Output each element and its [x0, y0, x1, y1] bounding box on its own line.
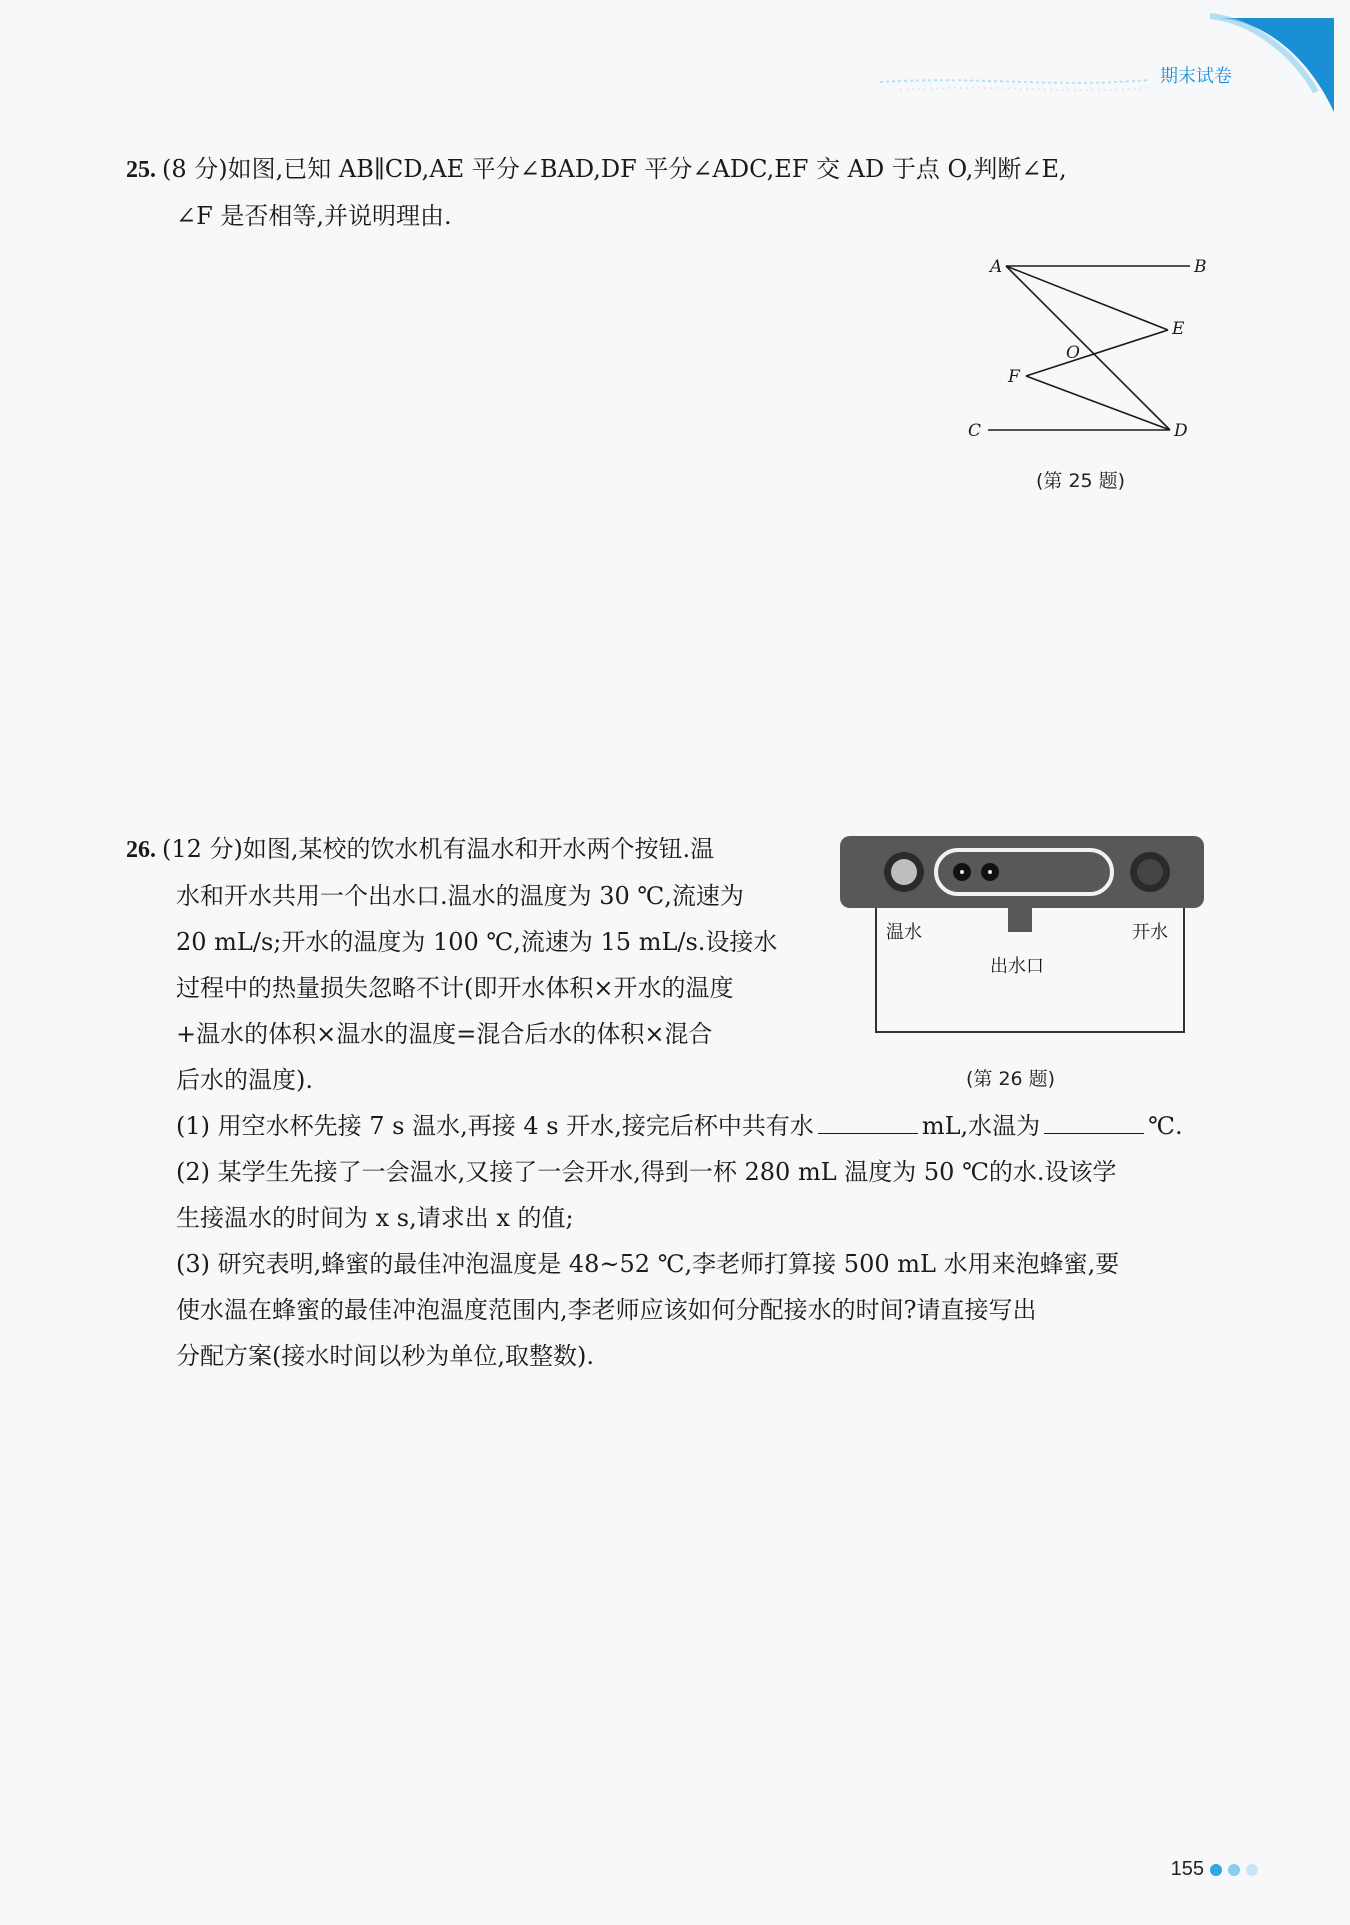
- page-dot: [1228, 1864, 1240, 1876]
- question-text-line: (12 分)如图,某校的饮水机有温水和开水两个按钮.温: [162, 835, 715, 863]
- figure-25-geometry: [960, 250, 1220, 450]
- header-wave-decoration: [0, 0, 1350, 130]
- sub-question-3-cont: 分配方案(接水时间以秒为单位,取整数).: [176, 1342, 594, 1370]
- water-outlet: [1008, 908, 1032, 932]
- sub-question-3-cont: 使水温在蜂蜜的最佳冲泡温度范围内,李老师应该如何分配接水的时间?请直接写出: [176, 1296, 1037, 1324]
- page-dot: [1210, 1864, 1222, 1876]
- outlet-label: 出水口: [990, 956, 1044, 977]
- page-number: 155: [1171, 1858, 1258, 1881]
- sub-question-2: (2) 某学生先接了一会温水,又接了一会开水,得到一杯 280 mL 温度为 50 ℃的水.设该学: [176, 1158, 1117, 1186]
- question-text-line: (8 分)如图,已知 AB∥CD,AE 平分∠BAD,DF 平分∠ADC,EF 交 AD 于点 O,判断∠E,: [162, 155, 1067, 183]
- sub-question-3: (3) 研究表明,蜂蜜的最佳冲泡温度是 48~52 ℃,李老师打算接 500 mL 水用来泡蜂蜜,要: [176, 1250, 1120, 1278]
- question-number: 26.: [126, 837, 156, 863]
- point-label-a: A: [990, 257, 1003, 277]
- sub-question-2-cont: 生接温水的时间为 x s,请求出 x 的值;: [176, 1204, 574, 1232]
- point-label-e: E: [1172, 319, 1185, 339]
- question-text-line: 20 mL/s;开水的温度为 100 ℃,流速为 15 mL/s.设接水: [176, 928, 778, 956]
- segment-ef: [1026, 330, 1168, 376]
- question-25: [126, 146, 1067, 239]
- warm-water-label: 温水: [886, 922, 922, 943]
- point-label-c: C: [968, 421, 982, 441]
- sub-question-1: (1) 用空水杯先接 7 s 温水,再接 4 s 开水,接完后杯中共有水 mL,水温为 ℃.: [126, 1103, 1183, 1149]
- question-text-line: +温水的体积×温水的温度=混合后水的体积×混合: [176, 1020, 713, 1048]
- question-text-line: 过程中的热量损失忽略不计(即开水体积×开水的温度: [176, 974, 734, 1002]
- answer-blank-temperature: [1044, 1109, 1144, 1134]
- question-text-line: 后水的温度).: [176, 1066, 313, 1094]
- question-text-line: 水和开水共用一个出水口.温水的温度为 30 ℃,流速为: [176, 882, 744, 910]
- answer-blank-volume: [818, 1109, 918, 1134]
- question-text-line: ∠F 是否相等,并说明理由.: [176, 202, 452, 230]
- figure-26-caption: (第 26 题): [966, 1068, 1056, 1090]
- segment-ae: [1006, 266, 1168, 330]
- question-number: 25.: [126, 157, 156, 183]
- segment-ad: [1006, 266, 1170, 430]
- section-title: 期末试卷: [1160, 66, 1232, 87]
- figure-25-caption: (第 25 题): [1036, 470, 1126, 492]
- point-label-f: F: [1008, 367, 1020, 387]
- point-label-b: B: [1194, 257, 1207, 277]
- segment-fd: [1026, 376, 1170, 430]
- page-dot: [1246, 1864, 1258, 1876]
- point-label-o: O: [1066, 343, 1080, 363]
- figure-26-water-dispenser: [836, 832, 1208, 1038]
- hot-water-label: 开水: [1132, 922, 1168, 943]
- point-label-d: D: [1174, 421, 1188, 441]
